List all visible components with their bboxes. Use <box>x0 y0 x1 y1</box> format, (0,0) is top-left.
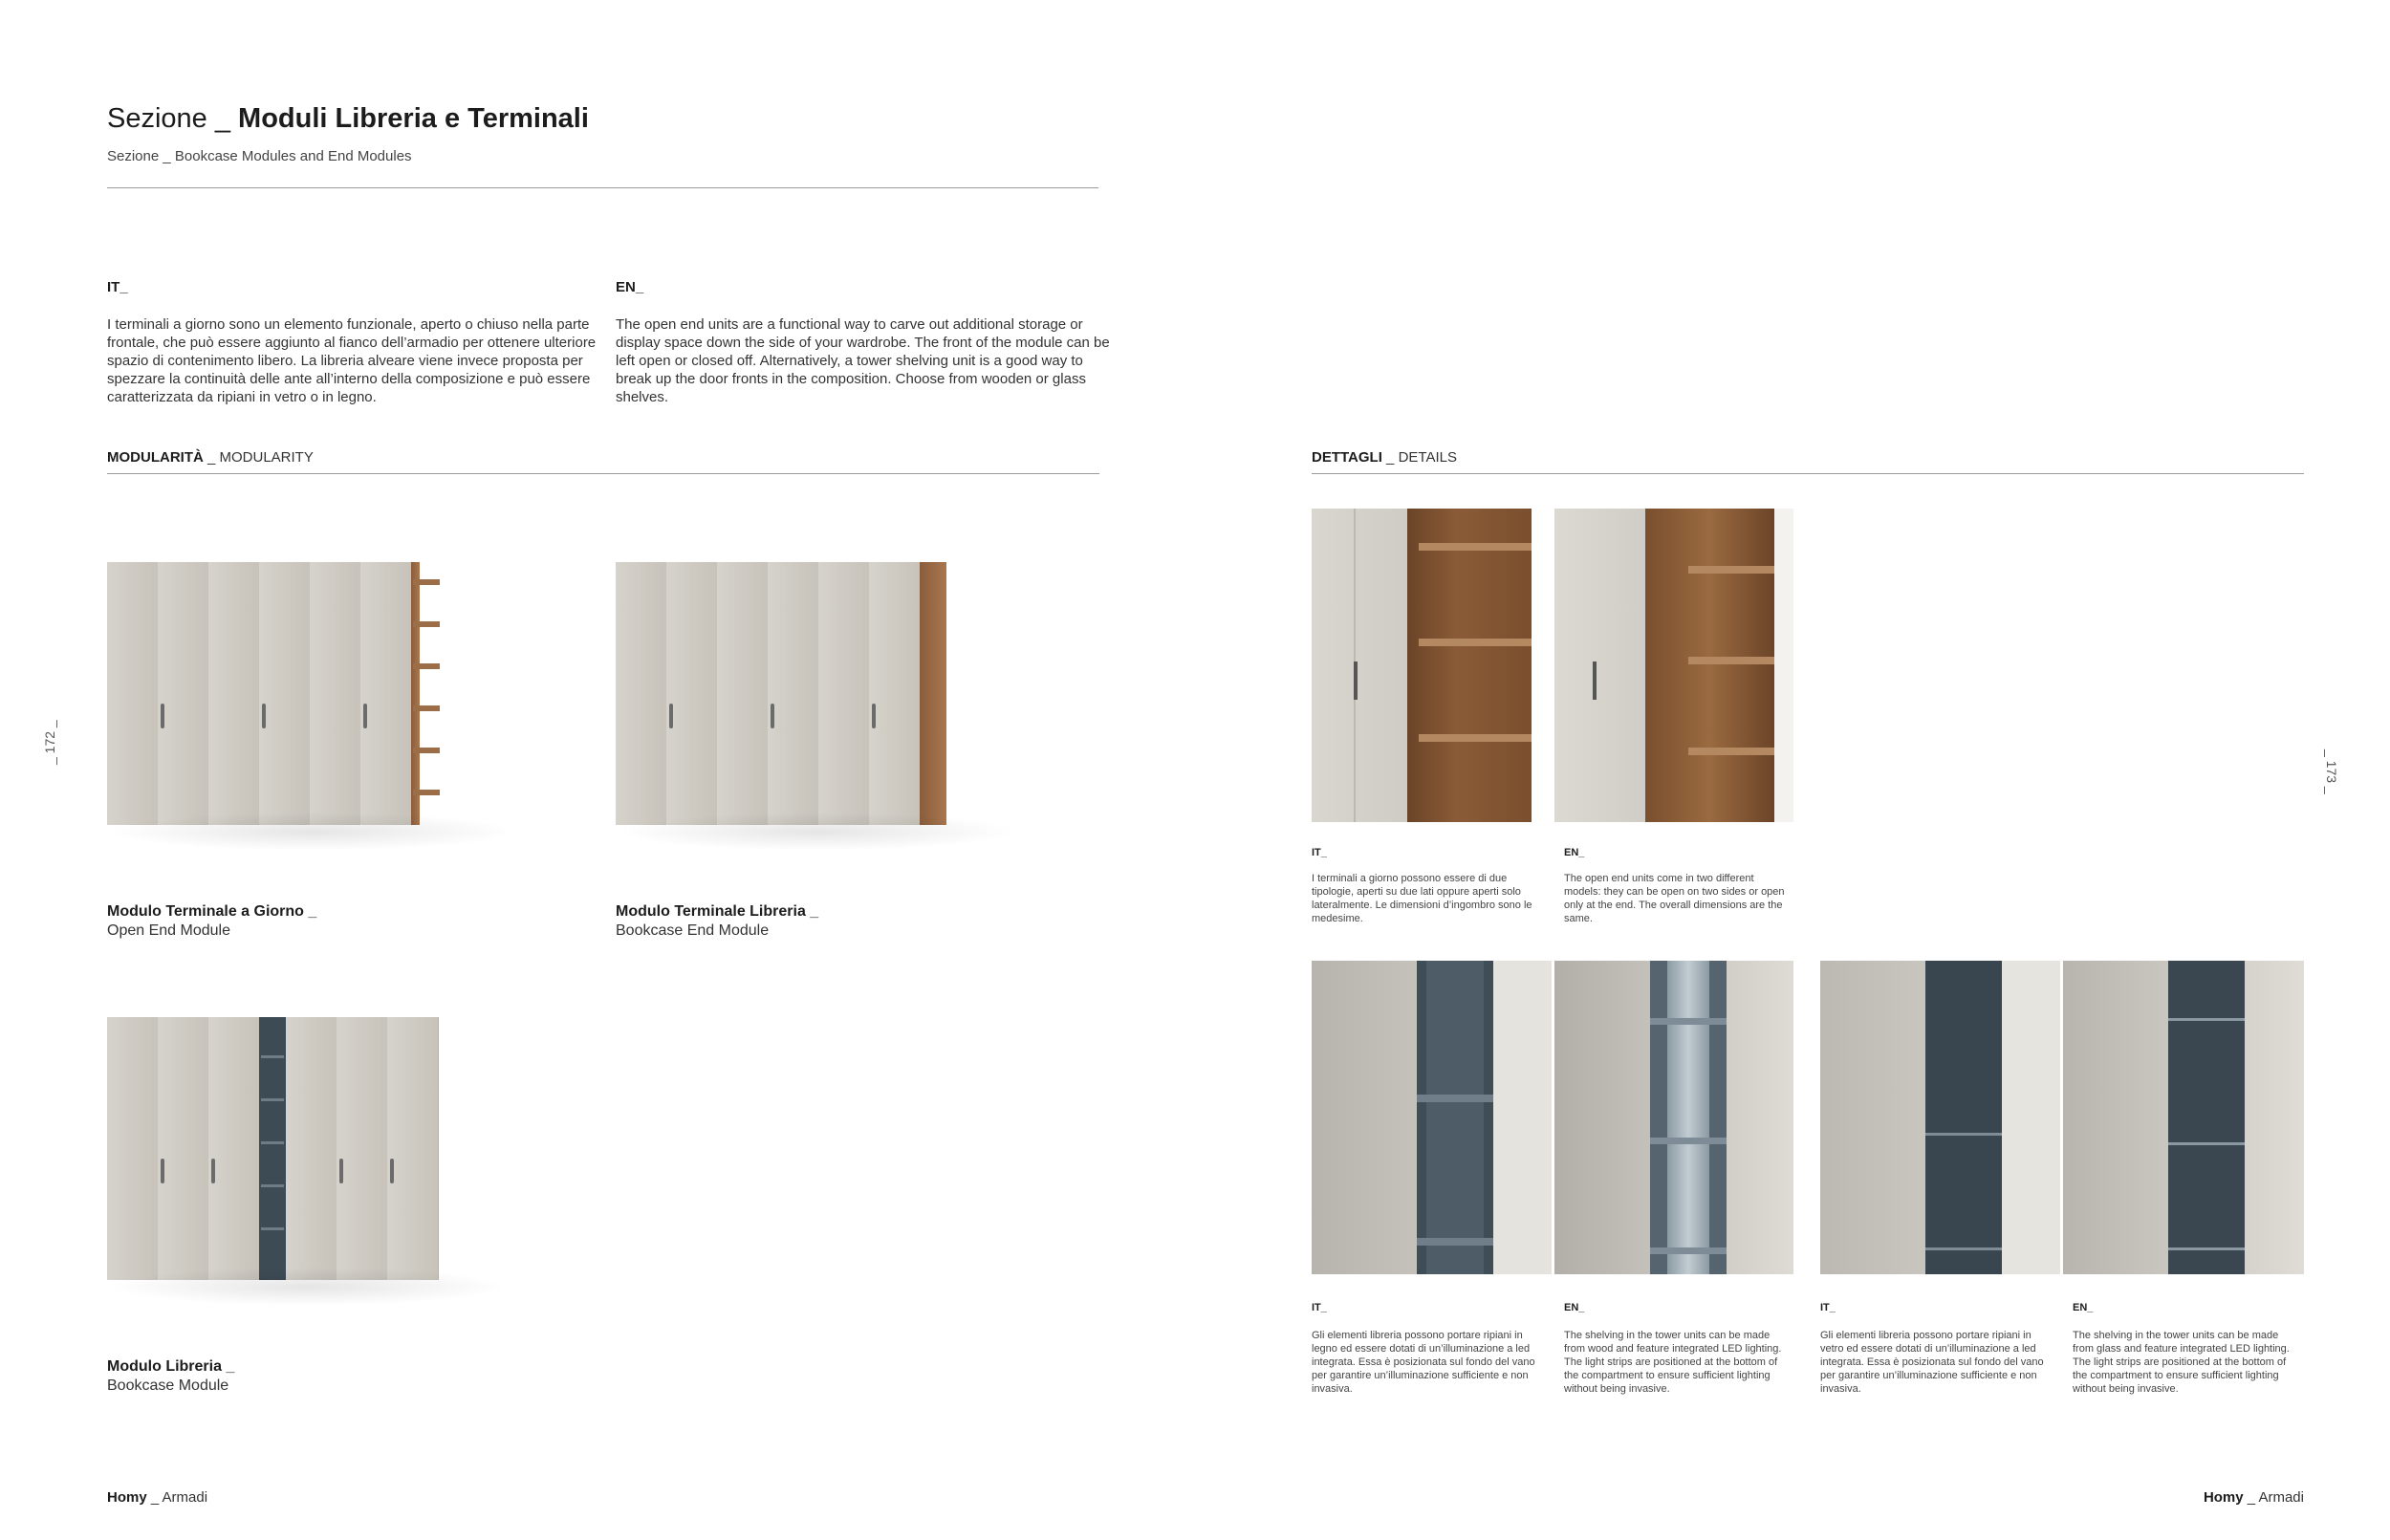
modularity-heading <box>107 449 314 466</box>
page-number-right: _ 173 _ <box>2324 749 2339 794</box>
title-main: Moduli Libreria e Terminali <box>238 103 589 134</box>
intro-en-label: EN_ <box>616 279 644 295</box>
module-name-it: Modulo Libreria _ <box>107 1358 235 1375</box>
details-heading-bold: DETTAGLI <box>1312 449 1382 466</box>
details-heading <box>1312 449 1457 466</box>
detail-label-it-2: IT_ <box>1312 1302 1327 1313</box>
detail-label-it-1: IT_ <box>1312 847 1327 858</box>
intro-en-text: The open end units are a functional way to carve out additional storage or display space down the side of your wardrobe. The front of the module can be left open or closed off. Alternatively, a tower shelving unit is a good way to break up the door fronts in the composition. Choose from wooden or glass shelves. <box>616 316 1110 405</box>
detail-photo-glass-shelves-led <box>1820 961 2060 1274</box>
detail-photo-wood-shelves-led <box>1312 961 1552 1274</box>
module-name-en: Bookcase Module <box>107 1377 229 1394</box>
footer-left <box>107 1489 207 1506</box>
detail-text-en-1: The open end units come in two different models: they can be open on two sides or open only at the end. The overall dimensions are the same. <box>1564 873 1785 924</box>
detail-photo-open-two-sides <box>1312 509 1532 822</box>
module-name-en: Open End Module <box>107 922 230 939</box>
footer-right <box>2204 1489 2304 1506</box>
title-prefix: Sezione _ <box>107 103 239 134</box>
modularity-divider <box>107 473 1099 474</box>
page-subtitle: Sezione _ Bookcase Modules and End Modules <box>107 148 412 164</box>
module-name-it: Modulo Terminale a Giorno _ <box>107 903 317 920</box>
title-divider <box>107 187 1098 188</box>
detail-text-en-2: The shelving in the tower units can be made from wood and feature integrated LED lighting. The light strips are positioned at the bottom of the compartment to ensure sufficient lighting without being invasive. <box>1564 1330 1782 1395</box>
module-caption-bookcase-end <box>616 902 818 941</box>
detail-label-en-2: EN_ <box>1564 1302 1585 1313</box>
bookcase-module-image <box>107 1017 509 1280</box>
footer-section: _ Armadi <box>146 1489 208 1506</box>
page-number-left: _ 172 _ <box>42 720 57 765</box>
modularity-heading-bold: MODULARITÀ <box>107 449 204 466</box>
detail-photo-open-end <box>1554 509 1793 822</box>
detail-photo-glass-shelves-lit <box>2063 961 2304 1274</box>
detail-photo-wood-shelves-lit <box>1554 961 1793 1274</box>
detail-text-en-3: The shelving in the tower units can be made from glass and feature integrated LED lighting. The light strips are positioned at the bottom of the compartment to ensure sufficient lighting without being invasive. <box>2073 1330 2290 1395</box>
detail-text-it-2: Gli elementi libreria possono portare ripiani in legno ed essere dotati di un’illuminazione a led integrata. Essa è posizionata sul fondo del vano per garantire un’illuminazione sufficiente e non invasiva. <box>1312 1330 1535 1395</box>
module-caption-open-end <box>107 902 316 941</box>
footer-section: _ Armadi <box>2243 1489 2304 1506</box>
open-end-module-image <box>107 562 518 825</box>
module-caption-bookcase <box>107 1357 234 1396</box>
detail-label-it-3: IT_ <box>1820 1302 1836 1313</box>
page-title <box>107 103 589 135</box>
modularity-heading-light: _ MODULARITY <box>203 449 314 466</box>
detail-label-en-1: EN_ <box>1564 847 1585 858</box>
footer-brand: Homy <box>2203 1489 2244 1506</box>
module-name-it: Modulo Terminale Libreria _ <box>616 903 819 920</box>
bookcase-end-module-image <box>616 562 1017 825</box>
detail-text-it-3: Gli elementi libreria possono portare ripiani in vetro ed essere dotati di un’illuminazione a led integrata. Essa è posizionata sul fondo del vano per garantire un’illuminazione sufficiente e non invasiva. <box>1820 1330 2044 1395</box>
module-name-en: Bookcase End Module <box>616 922 770 939</box>
details-divider <box>1312 473 2304 474</box>
details-heading-light: _ DETAILS <box>1381 449 1457 466</box>
detail-text-it-1: I terminali a giorno possono essere di due tipologie, aperti su due lati oppure aperti solo lateralmente. Le dimensioni d’ingombro sono le medesime. <box>1312 873 1532 924</box>
intro-it-text: I terminali a giorno sono un elemento funzionale, aperto o chiuso nella parte frontale, che può essere aggiunto al fianco dell’armadio per ottenere ulteriore spazio di contenimento libero. La libreria alveare viene invece proposta per spezzare la continuità delle ante all’interno della composizione e può essere caratterizzata da ripiani in vetro o in legno. <box>107 316 597 405</box>
detail-label-en-3: EN_ <box>2073 1302 2094 1313</box>
footer-brand: Homy <box>107 1489 147 1506</box>
intro-it-label: IT_ <box>107 279 128 295</box>
